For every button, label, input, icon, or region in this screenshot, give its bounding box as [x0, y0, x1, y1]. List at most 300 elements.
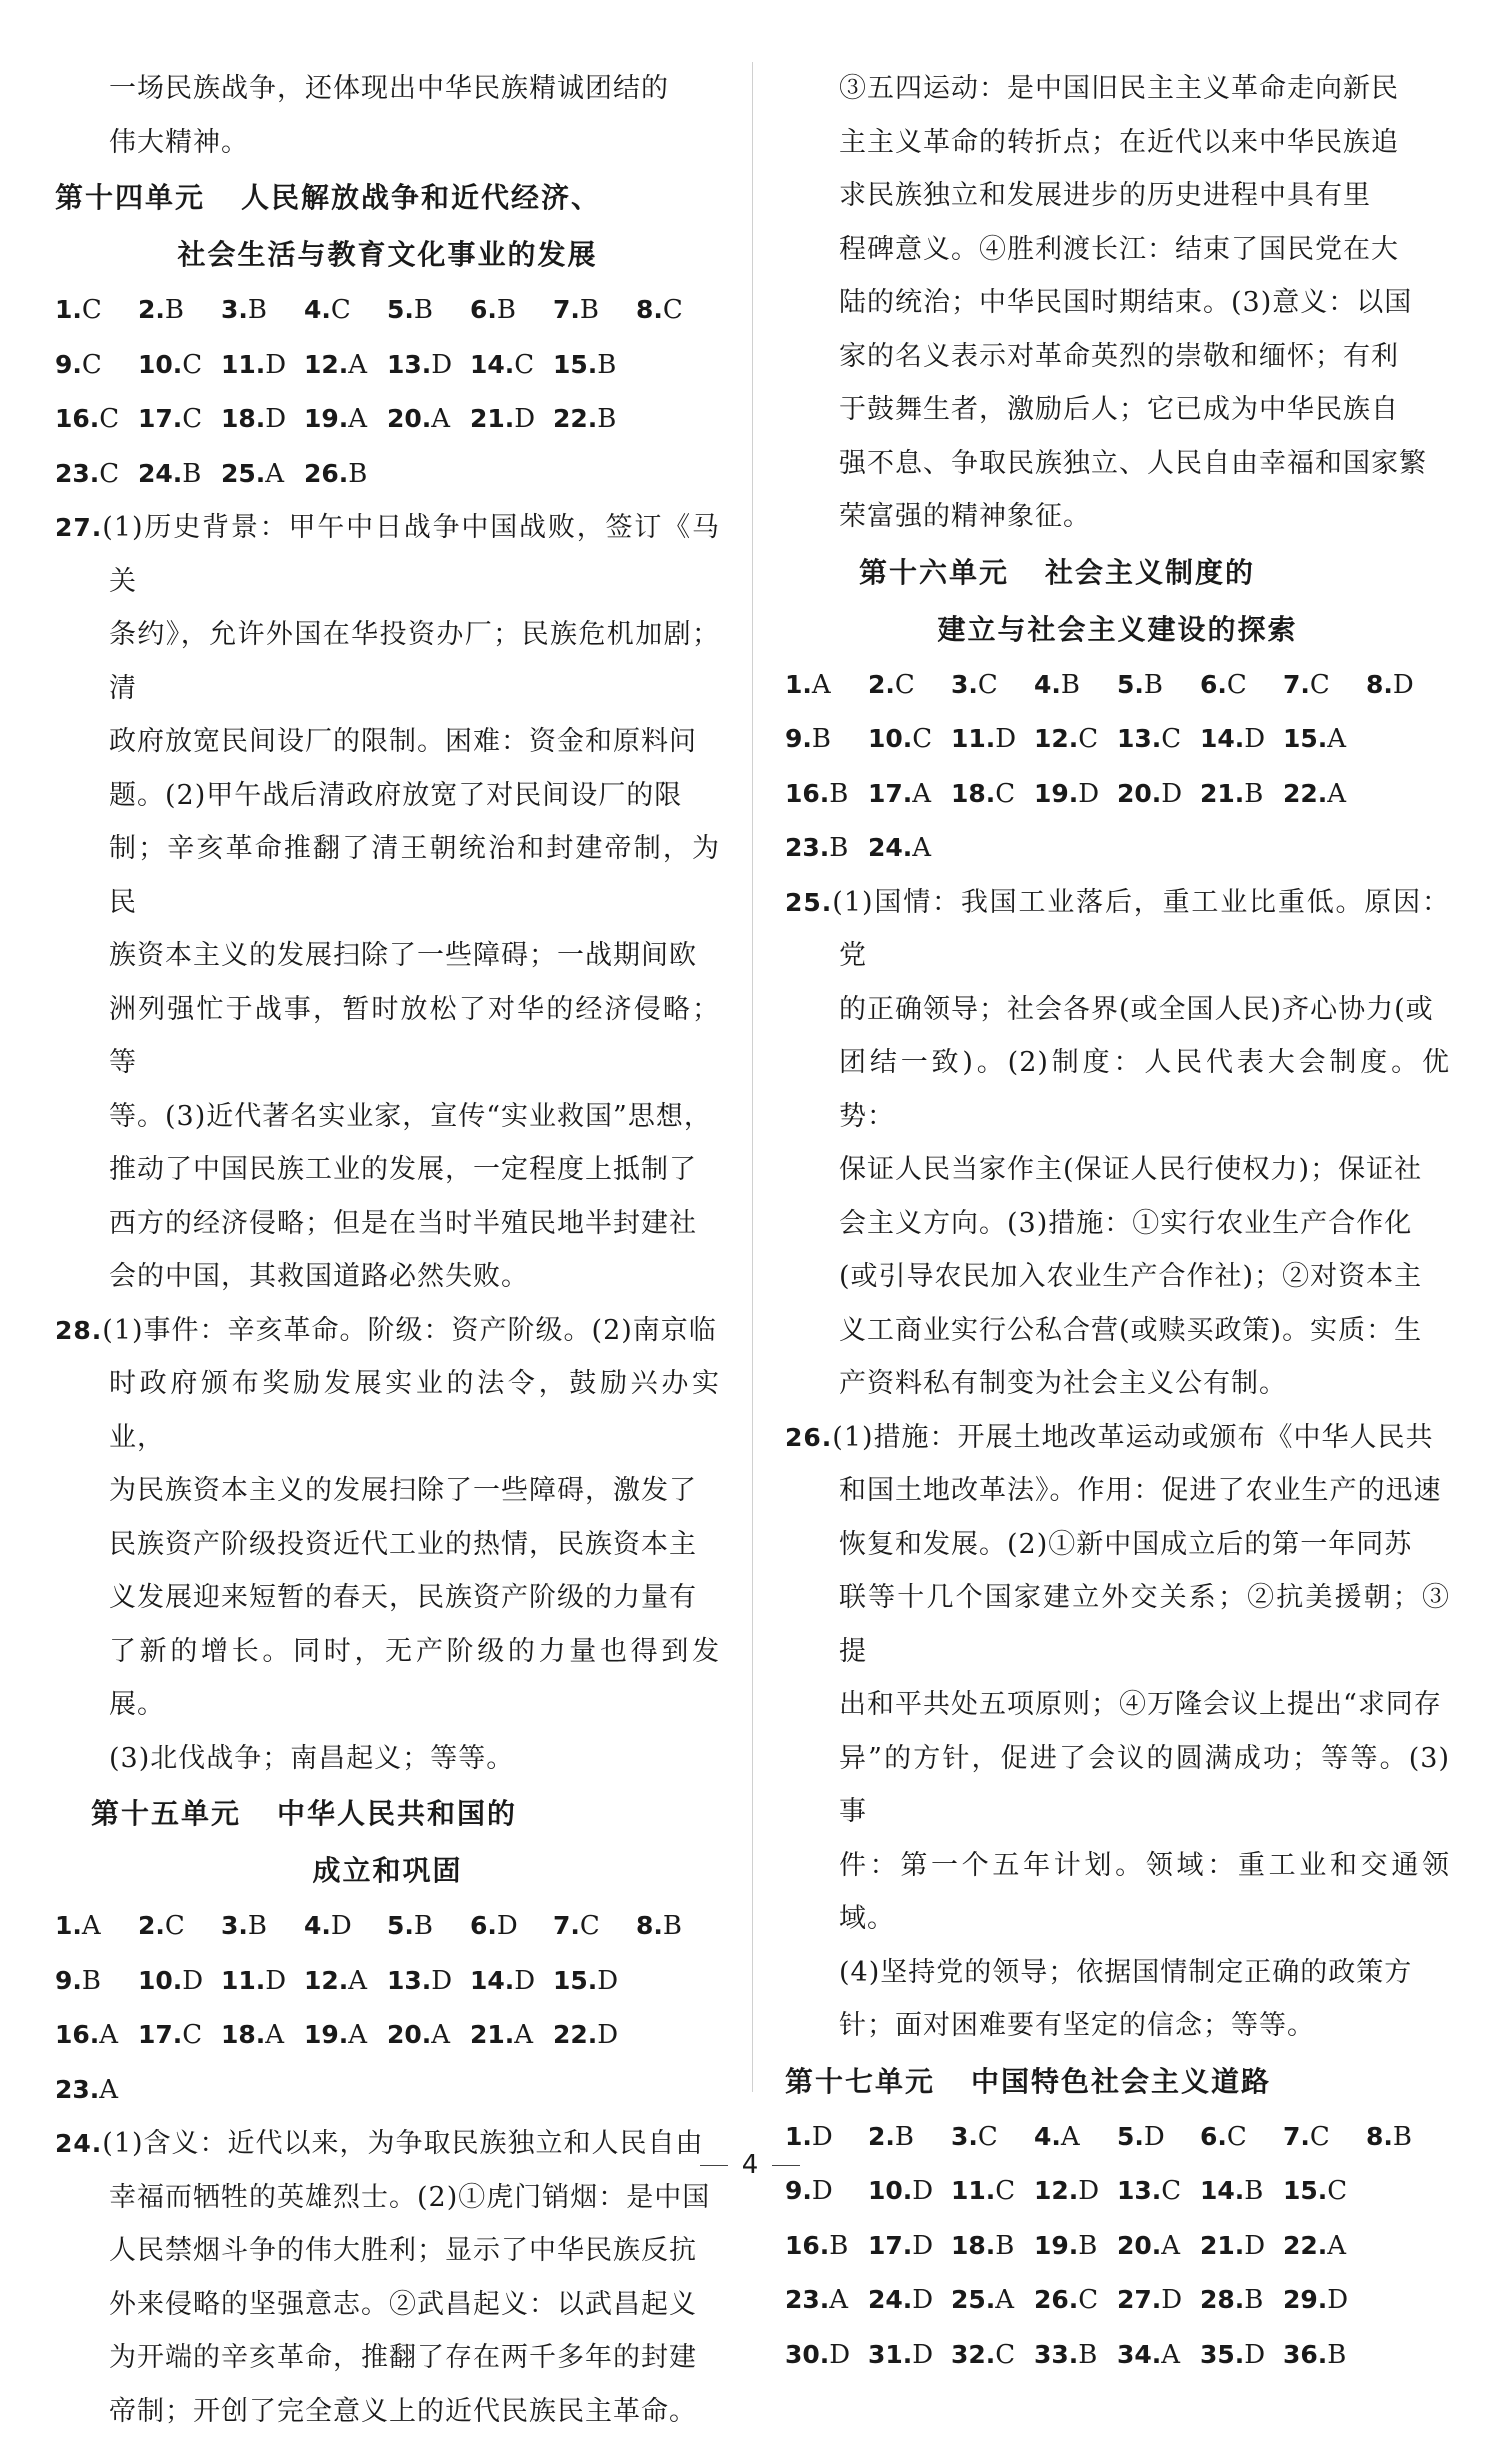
answer-item — [553, 1954, 636, 2009]
answer-item — [470, 283, 553, 338]
answer-number: 19. — [304, 404, 348, 433]
answer-item — [387, 2008, 470, 2063]
answer-number: 3. — [221, 295, 248, 324]
answer-item — [55, 447, 138, 502]
answer-item — [304, 392, 387, 447]
answer-choice: B — [829, 833, 848, 863]
answer-item — [553, 392, 636, 447]
q24-cont-line: 主主义革命的转折点；在近代以来中华民族追 — [785, 116, 1450, 170]
answer-number: 21. — [1200, 2231, 1244, 2260]
answer-choice: A — [348, 350, 367, 380]
answer-number: 5. — [387, 295, 414, 324]
answer-choice: D — [1078, 2176, 1099, 2206]
answer-choice: D — [514, 404, 535, 434]
answer-choice: D — [1161, 779, 1182, 809]
answer-item — [868, 2273, 951, 2328]
answer-row — [785, 767, 1450, 822]
answer-choice: A — [348, 404, 367, 434]
answer-item — [1283, 658, 1366, 713]
answer-choice: B — [1078, 2340, 1097, 2370]
answer-choice: C — [331, 295, 351, 325]
answer-number: 7. — [1283, 2122, 1310, 2151]
answer-item — [55, 1954, 138, 2009]
q28-line: 为民族资本主义的发展扫除了一些障碍，激发了 — [55, 1464, 720, 1518]
answer-item — [785, 712, 868, 767]
answer-item — [785, 2219, 868, 2274]
answer-number: 16. — [55, 404, 99, 433]
q24-cont-line: 家的名义表示对革命英烈的崇敬和缅怀；有利 — [785, 330, 1450, 384]
answer-choice: B — [1393, 2122, 1412, 2152]
answer-choice: C — [182, 350, 202, 380]
unit14-q27 — [55, 501, 720, 1304]
answer-item — [304, 338, 387, 393]
answer-number: 17. — [138, 404, 182, 433]
answer-number: 1. — [55, 1911, 82, 1940]
q28-line: 时政府颁布奖励发展实业的法令，鼓励兴办实业， — [55, 1357, 720, 1464]
q27-line: 推动了中国民族工业的发展，一定程度上抵制了 — [55, 1143, 720, 1197]
answer-row — [55, 2008, 720, 2063]
answer-item — [868, 2328, 951, 2383]
answer-item — [138, 447, 221, 502]
q24-continued — [785, 62, 1450, 544]
answer-choice: B — [663, 1911, 682, 1941]
q24-cont-line: ③五四运动：是中国旧民主主义革命走向新民 — [785, 62, 1450, 116]
answer-choice: B — [1061, 670, 1080, 700]
q28-line: 了新的增长。同时，无产阶级的力量也得到发展。 — [55, 1625, 720, 1732]
answer-number: 6. — [470, 295, 497, 324]
answer-choice: A — [514, 2020, 533, 2050]
answer-item — [221, 1899, 304, 1954]
answer-item — [1117, 2328, 1200, 2383]
answer-item — [1034, 2328, 1117, 2383]
answer-choice: D — [1144, 2122, 1165, 2152]
answer-row — [55, 1899, 720, 1954]
answer-choice: A — [82, 1911, 101, 1941]
answer-item — [304, 1899, 387, 1954]
answer-choice: C — [82, 295, 102, 325]
answer-row — [785, 712, 1450, 767]
answer-number: 22. — [553, 404, 597, 433]
answer-number: 20. — [1117, 779, 1161, 808]
answer-choice: D — [265, 1966, 286, 1996]
answer-number: 25. — [221, 459, 265, 488]
answer-item — [138, 283, 221, 338]
answer-choice: B — [1327, 2340, 1346, 2370]
answer-number: 2. — [868, 670, 895, 699]
answer-number: 23. — [785, 2285, 829, 2314]
answer-choice: C — [99, 404, 119, 434]
answer-item — [55, 2063, 138, 2118]
answer-choice: B — [248, 295, 267, 325]
answer-choice: B — [414, 295, 433, 325]
answer-choice: C — [82, 350, 102, 380]
answer-item — [1034, 2219, 1117, 2274]
q24-line: 人民禁烟斗争的伟大胜利；显示了中华民族反抗 — [55, 2224, 720, 2278]
q27-line: 等。(3)近代著名实业家，宣传“实业救国”思想， — [55, 1090, 720, 1144]
answer-choice: D — [1078, 779, 1099, 809]
answer-choice: D — [597, 1966, 618, 1996]
answer-item — [1200, 658, 1283, 713]
answer-number: 15. — [553, 1966, 597, 1995]
answer-item — [304, 283, 387, 338]
q26-line: 件：第一个五年计划。领域：重工业和交通领域。 — [785, 1839, 1450, 1946]
answer-row — [785, 821, 1450, 876]
unit15-subtitle: 成立和巩固 — [55, 1842, 720, 1899]
answer-number: 24. — [138, 459, 182, 488]
answer-number: 10. — [868, 2176, 912, 2205]
answer-item — [1200, 712, 1283, 767]
unit16-answers — [785, 658, 1450, 876]
answer-number: 14. — [1200, 724, 1244, 753]
answer-choice: A — [912, 833, 931, 863]
answer-choice: D — [812, 2176, 833, 2206]
answer-item — [1283, 2328, 1366, 2383]
answer-number: 3. — [221, 1911, 248, 1940]
answer-number: 15. — [1283, 724, 1327, 753]
answer-choice: B — [82, 1966, 101, 1996]
answer-item — [470, 1899, 553, 1954]
answer-item — [1200, 2219, 1283, 2274]
answer-choice: D — [912, 2176, 933, 2206]
answer-item — [1117, 658, 1200, 713]
answer-number: 2. — [138, 295, 165, 324]
q24-cont-line: 程碑意义。④胜利渡长江：结束了国民党在大 — [785, 223, 1450, 277]
answer-item — [1283, 2273, 1366, 2328]
answer-choice: A — [1161, 2340, 1180, 2370]
answer-number: 23. — [55, 2075, 99, 2104]
answer-choice: D — [1393, 670, 1414, 700]
answer-number: 10. — [138, 350, 182, 379]
left-column — [55, 62, 720, 2438]
answer-item — [387, 1954, 470, 2009]
answer-item — [785, 2273, 868, 2328]
answer-choice: C — [978, 2122, 998, 2152]
answer-item — [221, 1954, 304, 2009]
answer-item — [785, 767, 868, 822]
answer-choice: A — [265, 459, 284, 489]
answer-item — [55, 338, 138, 393]
answer-choice: D — [829, 2340, 850, 2370]
answer-number: 16. — [785, 2231, 829, 2260]
answer-choice: C — [1227, 2122, 1247, 2152]
answer-number: 15. — [1283, 2176, 1327, 2205]
answer-choice: C — [663, 295, 683, 325]
answer-choice: C — [1310, 670, 1330, 700]
answer-choice: A — [1327, 779, 1346, 809]
footer-dash — [772, 2165, 800, 2166]
answer-choice: C — [995, 2340, 1015, 2370]
answer-choice: C — [978, 670, 998, 700]
answer-choice: D — [497, 1911, 518, 1941]
answer-item — [868, 821, 951, 876]
answer-choice: A — [812, 670, 831, 700]
answer-item — [1283, 2219, 1366, 2274]
answer-choice: D — [1244, 724, 1265, 754]
answer-choice: A — [431, 404, 450, 434]
answer-row — [785, 2219, 1450, 2274]
answer-number: 14. — [470, 350, 514, 379]
answer-choice: A — [431, 2020, 450, 2050]
answer-number: 24. — [868, 2285, 912, 2314]
answer-number: 31. — [868, 2340, 912, 2369]
answer-choice: B — [995, 2231, 1014, 2261]
answer-number: 9. — [55, 1966, 82, 1995]
answer-number: 11. — [951, 724, 995, 753]
answer-number: 28. — [1200, 2285, 1244, 2314]
answer-item — [951, 2273, 1034, 2328]
answer-choice: A — [1327, 2231, 1346, 2261]
q27-line: 会的中国，其救国道路必然失败。 — [55, 1250, 720, 1304]
answer-number: 7. — [553, 295, 580, 324]
answer-number: 23. — [55, 459, 99, 488]
answer-item — [221, 2008, 304, 2063]
answer-number: 14. — [1200, 2176, 1244, 2205]
answer-number: 8. — [636, 1911, 663, 1940]
answer-choice: C — [182, 404, 202, 434]
answer-item — [387, 1899, 470, 1954]
answer-item — [221, 392, 304, 447]
answer-choice: D — [431, 350, 452, 380]
q27-line: 西方的经济侵略；但是在当时半殖民地半封建社 — [55, 1197, 720, 1251]
answer-choice: D — [597, 2020, 618, 2050]
answer-number: 4. — [304, 295, 331, 324]
answer-choice: C — [1078, 2285, 1098, 2315]
answer-choice: C — [995, 2176, 1015, 2206]
answer-number: 12. — [304, 350, 348, 379]
answer-choice: A — [1327, 724, 1346, 754]
answer-choice: D — [182, 1966, 203, 1996]
answer-number: 26. — [304, 459, 348, 488]
unit14-subtitle: 社会生活与教育文化事业的发展 — [55, 226, 720, 283]
answer-item — [55, 1899, 138, 1954]
answer-item — [387, 338, 470, 393]
column-divider — [752, 62, 753, 2092]
answer-number: 11. — [221, 350, 265, 379]
answer-choice: D — [995, 724, 1016, 754]
answer-choice: C — [1161, 2176, 1181, 2206]
q27-line: 政府放宽民间设厂的限制。困难：资金和原料问 — [55, 715, 720, 769]
answer-number: 20. — [387, 2020, 431, 2049]
answer-item — [553, 2008, 636, 2063]
answer-item — [868, 658, 951, 713]
answer-choice: A — [348, 1966, 367, 1996]
answer-item — [951, 2328, 1034, 2383]
answer-number: 26. — [1034, 2285, 1078, 2314]
q24-line: 24.(1)含义：近代以来，为争取民族独立和人民自由 — [55, 2117, 720, 2171]
answer-number: 3. — [951, 2122, 978, 2151]
answer-item — [221, 338, 304, 393]
answer-item — [951, 712, 1034, 767]
answer-choice: C — [895, 670, 915, 700]
q25-line: (或引导农民加入农业生产合作社)；②对资本主 — [785, 1250, 1450, 1304]
answer-number: 24. — [868, 833, 912, 862]
answer-choice: D — [265, 350, 286, 380]
q25-line: 25.(1)国情：我国工业落后，重工业比重低。原因：党 — [785, 876, 1450, 983]
answer-item — [1117, 712, 1200, 767]
q24-cont-line: 强不息、争取民族独立、人民自由幸福和国家繁 — [785, 437, 1450, 491]
answer-choice: C — [165, 1911, 185, 1941]
answer-item — [1117, 2219, 1200, 2274]
answer-item — [785, 658, 868, 713]
answer-choice: B — [1244, 2176, 1263, 2206]
answer-number: 8. — [1366, 670, 1393, 699]
answer-choice: A — [348, 2020, 367, 2050]
answer-item — [138, 338, 221, 393]
answer-item — [1200, 2328, 1283, 2383]
q26-line: (4)坚持党的领导；依据国情制定正确的政策方 — [785, 1946, 1450, 2000]
answer-item — [1200, 767, 1283, 822]
answer-row — [55, 1954, 720, 2009]
q25-line: 团结一致)。(2)制度：人民代表大会制度。优势： — [785, 1036, 1450, 1143]
answer-choice: B — [812, 724, 831, 754]
answer-choice: D — [1327, 2285, 1348, 2315]
answer-choice: A — [829, 2285, 848, 2315]
answer-choice: A — [1061, 2122, 1080, 2152]
answer-item — [1200, 2273, 1283, 2328]
answer-choice: A — [99, 2075, 118, 2105]
unit14-title: 第十四单元 人民解放战争和近代经济、 — [55, 169, 720, 226]
answer-number: 13. — [1117, 724, 1161, 753]
answer-item — [55, 392, 138, 447]
answer-number: 2. — [138, 1911, 165, 1940]
answer-number: 4. — [1034, 2122, 1061, 2151]
answer-number: 34. — [1117, 2340, 1161, 2369]
answer-number: 18. — [221, 2020, 265, 2049]
answer-number: 6. — [470, 1911, 497, 1940]
q25-line: 会主义方向。(3)措施：①实行农业生产合作化 — [785, 1197, 1450, 1251]
answer-item — [304, 1954, 387, 2009]
answer-row — [785, 658, 1450, 713]
answer-item — [1283, 712, 1366, 767]
q26-line: 联等十几个国家建立外交关系；②抗美援朝；③提 — [785, 1571, 1450, 1678]
answer-item — [553, 338, 636, 393]
answer-number: 30. — [785, 2340, 829, 2369]
answer-item — [304, 2008, 387, 2063]
answer-row — [785, 2273, 1450, 2328]
answer-item — [470, 1954, 553, 2009]
answer-choice: C — [1161, 724, 1181, 754]
page-number: 4 — [742, 2150, 759, 2180]
answer-choice: B — [182, 459, 201, 489]
answer-item — [785, 2328, 868, 2383]
q24-cont-line: 陆的统治；中华民国时期结束。(3)意义：以国 — [785, 276, 1450, 330]
answer-item — [221, 447, 304, 502]
answer-item — [868, 767, 951, 822]
answer-choice: D — [265, 404, 286, 434]
answer-item — [55, 2008, 138, 2063]
answer-item — [1034, 712, 1117, 767]
answer-number: 19. — [1034, 2231, 1078, 2260]
answer-choice: C — [995, 779, 1015, 809]
answer-number: 9. — [785, 724, 812, 753]
answer-number: 32. — [951, 2340, 995, 2369]
answer-item — [1034, 2273, 1117, 2328]
answer-number: 4. — [1034, 670, 1061, 699]
unit16-subtitle: 建立与社会主义建设的探索 — [785, 601, 1450, 658]
answer-choice: B — [1078, 2231, 1097, 2261]
answer-choice: C — [99, 459, 119, 489]
answer-choice: D — [1161, 2285, 1182, 2315]
answer-number: 19. — [304, 2020, 348, 2049]
answer-number: 7. — [1283, 670, 1310, 699]
answer-choice: A — [99, 2020, 118, 2050]
answer-number: 4. — [304, 1911, 331, 1940]
answer-number: 22. — [1283, 2231, 1327, 2260]
answer-item — [553, 283, 636, 338]
unit15-answers — [55, 1899, 720, 2117]
answer-item — [951, 767, 1034, 822]
q28-line: 民族资产阶级投资近代工业的热情，民族资本主 — [55, 1518, 720, 1572]
answer-number: 17. — [868, 2231, 912, 2260]
answer-number: 8. — [1366, 2122, 1393, 2151]
answer-choice: D — [812, 2122, 833, 2152]
answer-item — [1034, 767, 1117, 822]
answer-item — [636, 283, 719, 338]
q28-line: (3)北伐战争；南昌起义；等等。 — [55, 1732, 720, 1786]
q28-line: 义发展迎来短暂的春天，民族资产阶级的力量有 — [55, 1571, 720, 1625]
answer-choice: C — [1078, 724, 1098, 754]
answer-number: 29. — [1283, 2285, 1327, 2314]
intro-line-1: 一场民族战争，还体现出中华民族精诚团结的 — [55, 62, 720, 116]
answer-choice: D — [431, 1966, 452, 1996]
footer-dash — [700, 2165, 728, 2166]
answer-row — [55, 338, 720, 393]
answer-number: 7. — [553, 1911, 580, 1940]
answer-number: 14. — [470, 1966, 514, 1995]
answer-item — [868, 712, 951, 767]
answer-item — [470, 2008, 553, 2063]
answer-number: 33. — [1034, 2340, 1078, 2369]
answer-item — [785, 821, 868, 876]
q26-line: 26.(1)措施：开展土地改革运动或颁布《中华人民共 — [785, 1411, 1450, 1465]
q24-cont-line: 求民族独立和发展进步的历史进程中具有里 — [785, 169, 1450, 223]
answer-number: 1. — [785, 670, 812, 699]
answer-item — [1366, 658, 1449, 713]
answer-number: 5. — [1117, 670, 1144, 699]
q27-line: 制；辛亥革命推翻了清王朝统治和封建帝制，为民 — [55, 822, 720, 929]
q24-line: 为开端的辛亥革命，推翻了存在两千多年的封建 — [55, 2331, 720, 2385]
answer-number: 23. — [785, 833, 829, 862]
answer-choice: D — [331, 1911, 352, 1941]
answer-choice: D — [1244, 2231, 1265, 2261]
q27-line: 条约》，允许外国在华投资办厂；民族危机加剧；清 — [55, 608, 720, 715]
q24-line: 外来侵略的坚强意志。②武昌起义：以武昌起义 — [55, 2278, 720, 2332]
q25-line: 义工商业实行公私合营(或赎买政策)。实质：生 — [785, 1304, 1450, 1358]
q27-line: 族资本主义的发展扫除了一些障碍；一战期间欧 — [55, 929, 720, 983]
answer-number: 18. — [951, 2231, 995, 2260]
answer-number: 6. — [1200, 670, 1227, 699]
answer-item — [138, 1899, 221, 1954]
answer-number: 3. — [951, 670, 978, 699]
answer-number: 16. — [55, 2020, 99, 2049]
answer-item — [304, 447, 387, 502]
answer-item — [138, 1954, 221, 2009]
q24-line: 幸福而牺牲的英雄烈士。(2)①虎门销烟：是中国 — [55, 2171, 720, 2225]
answer-number: 19. — [1034, 779, 1078, 808]
answer-number: 12. — [304, 1966, 348, 1995]
answer-choice: A — [1161, 2231, 1180, 2261]
answer-item — [868, 2219, 951, 2274]
answer-choice: B — [348, 459, 367, 489]
answer-item — [951, 658, 1034, 713]
answer-choice: D — [912, 2285, 933, 2315]
intro-line-2: 伟大精神。 — [55, 116, 720, 170]
q25-line: 的正确领导；社会各界(或全国人民)齐心协力(或 — [785, 983, 1450, 1037]
answer-number: 10. — [138, 1966, 182, 1995]
answer-number: 20. — [387, 404, 431, 433]
answer-number: 9. — [55, 350, 82, 379]
q26-line: 异”的方针，促进了会议的圆满成功；等等。(3)事 — [785, 1732, 1450, 1839]
